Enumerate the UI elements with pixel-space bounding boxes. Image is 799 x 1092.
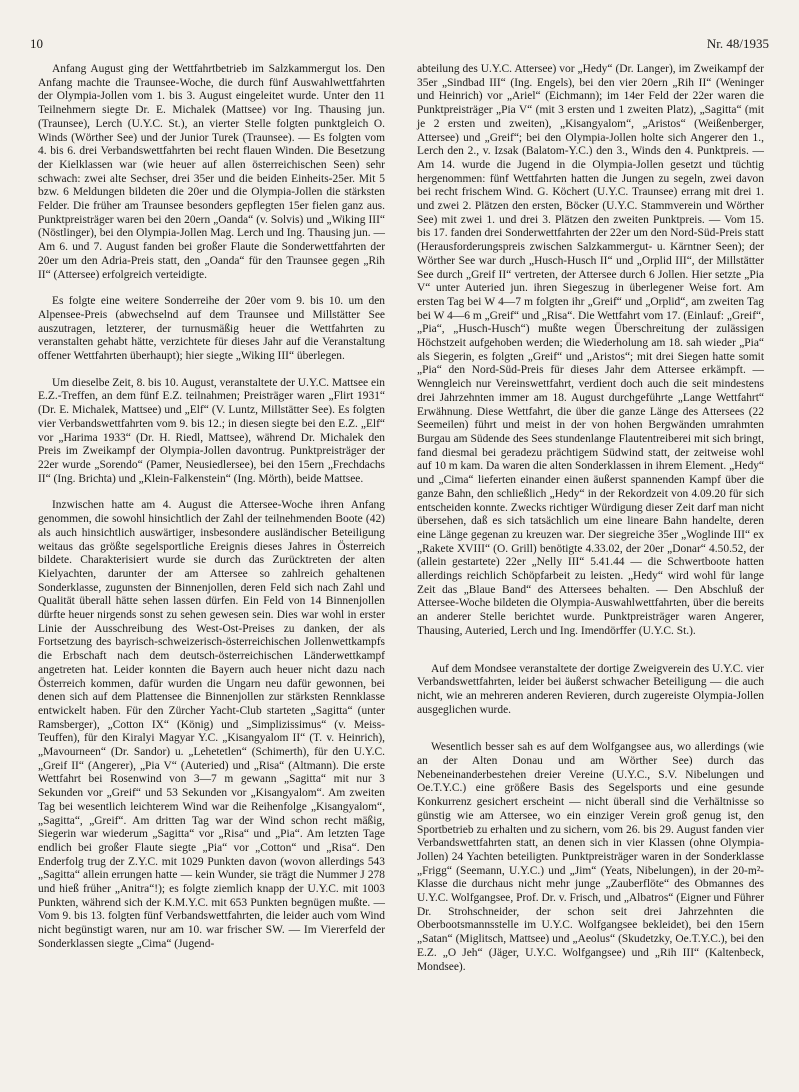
paragraph-mattsee: Um dieselbe Zeit, 8. bis 10. August, veranstaltete der U.Y.C. Mattsee ein E.Z.-Treffen, an dem fünf E.Z. teilnahmen; Preisträger waren „Flirt 1931“ (Dr. E. Michalek, Mattsee) und „Elf“ (V. Luntz, Millstätter See). Es folgten vier Verbandswettfahrten vom 9. bis 12.; in diesen siegte bei den E.Z. „Elf“ vor „Harima 1933“ (Dr. H. Riedl, Mattsee), während Dr. Michalek den Preis im Zweikampf der Olympia-Jollen davontrug. Punktpreisträger der 22er wurde „Sorendo“ (Pamer, Neusiedlersee), bei den 15ern „Frechdachs II“ (Ing. Brichta) und „Klein-Falkenstein“ (Ing. Mörth), beide Mattsee. <box>38 376 385 485</box>
issue-number: Nr. 48/1935 <box>706 36 769 51</box>
paragraph-attersee-continued: abteilung des U.Y.C. Attersee) vor „Hedy“ (Dr. Langer), im Zweikampf der 35er „Sindbad III“ (Ing. Engels), bei den vier 20ern „Rih II“ (Weninger und Heinrich) vor „Ariel“ (Eichmann); im 14er Feld der 22er waren die Punktpreisträger „Pia V“ (mit 3 ersten und 1 zweiten Platz), „Sagitta“ (mit je 2 ersten und zweiten), „Kisangyalom“, „Aristos“ (Weißenberger, Attersee) und „Greif“; bei den Olympia-Jollen holte sich Angerer den 1., Lerch den 2., v. Izsak (Balatom-Y.C.) den 3., Winds den 4. Punktpreis. — Am 14. wurde die Jugend in die Olympia-Jollen gesetzt und tüchtig hergenommen: fünf Wettfahrten hatten die Jungen zu segeln, zwei davon bei recht frischem Wind. G. Köchert (U.Y.C. Traunsee) errang mit drei 1. und zwei 2. Plätzen den ersten, Böcker (U.Y.C. Stammverein und Wörther See) mit zwei 1. und drei 3. Plätzen den zweiten Punktpreis. — Vom 15. bis 17. fanden drei Sonderwettfahrten der 22er um den Nord-Süd-Preis statt (Herausforderungspreis zwischen Salzkammergut- u. Kärntner Seen); der Wörther See war durch „Husch-Husch II“ und „Orplid III“, der Millstätter See durch „Greif II“ vertreten, der Attersee durch 6 Jollen. Hier setzte „Pia V“ unter Auteried jun. ihren Siegeszug in überlegener Weise fort. Am ersten Tag bei W 4—7 m folgten ihr „Greif“ und „Orplid“, am zweiten Tag bei W 4—6 m „Greif“ und „Risa“. Die Wettfahrt vom 17. (Einlauf: „Greif“, „Pia“, „Husch-Husch“) mußte wegen Überschreitung der zulässigen Höchstzeit aufgehoben werden; die Wiederholung am 18. sah wieder „Pia“ als Siegerin, es folgten „Greif“ und „Aristos“; mit drei Siegen hatte somit „Pia“ den Nord-Süd-Preis für dieses Jahr dem Attersee erkämpft. — Wenngleich nur Vereinswettfahrt, verdient doch auch die seit mindestens drei Jahrzehnten immer am 18. August durchgeführte „Lange Wettfahrt“ Erwähnung. Diese Wettfahrt, die über die ganze Länge des Attersees (22 Seemeilen) führt und meist in der von hohen Bergwänden umrahmten Burgau am Südende des Sees stundenlange Flautentreiberei mit sich bringt, fand diesmal bei geradezu prächtigem Südwind statt, der zeitweise wohl auf 10 m kam. Da waren die alten Sonderklassen in ihrem Element. „Hedy“ und „Cima“ lieferten einander einen äußerst spannenden Kampf über die ganze Bahn, den schließlich „Hedy“ in der Rekordzeit von 4.09.20 für sich entscheiden konnte. Zwecks richtiger Würdigung dieser Zeit darf man nicht übersehen, daß es sich tatsächlich um eine lineare Bahn handelte, deren eine Länge gegenan zu kreuzen war. Der siegreiche 35er „Woglinde III“ ex „Rakete XVIII“ (O. Grill) benötigte 4.33.02, der 20er „Donar“ 4.50.52, der (allein gestartete) 22er „Nelly III“ 5.41.44 — die Schwertboote hatten allerdings reichlich Schöpfarbeit zu leisten. „Hedy“ wird wohl für lange Zeit das „Blaue Band“ des Attersees behalten. — Den Abschluß der Attersee-Woche bildeten die Olympia-Auswahlwettfahrten, über die bereits an anderer Stelle berichtet wurde. Punktpreisträger waren Angerer, Thausing, Auteried, Lerch und Ing. Imendörffer (U.Y.C. St.). <box>417 63 764 637</box>
paragraph-alpensee-prize: Es folgte eine weitere Sonderreihe der 20er vom 9. bis 10. um den Alpensee-Preis (abwechselnd auf dem Traunsee und Millstätter See auszutragen, letzterer, der turnusmäßig heuer die Wettfahrten zu veranstalten gehabt hätte, verzichtete für dieses Jahr auf die Veranstaltung offener Wettfahrten überhaupt); hier siegte „Wiking III“ überlegen. <box>38 295 385 363</box>
paragraph-traunsee-week: Anfang August ging der Wettfahrtbetrieb im Salzkammergut los. Den Anfang machte die Traunsee-Woche, die durch fünf Auswahlwettfahrten der Olympia-Jollen vom 1. bis 3. August eingeleitet wurde. Unter den 11 Teilnehmern siegte Dr. E. Michalek (Mattsee) vor Ing. Thausing jun. (Traunsee), Lerch (U.Y.C. St.), an vierter Stelle folgten punktgleich O. Winds (Wörther See) und der Junior Turek (Traunsee). — Es folgten vom 4. bis 6. drei Verbandswettfahrten bei recht flauen Winden. Die Besetzung der Kielklassen war (wie heuer auf allen österreichischen Seen) sehr schwach: zwei alte Sechser, drei 35er und die beiden Einheits-25er. Mit 5 bzw. 6 Meldungen bildeten die 20er und die Olympia-Jollen die stärksten Felder. Die früher am Traunsee besonders gepflegten 15er fielen ganz aus. Punktpreisträger waren bei den 20ern „Oanda“ (v. Solvis) und „Wiking III“ (Nöstlinger), bei den Olympia-Jollen Mag. Lerch und Ing. Thausing jun. — Am 6. und 7. August fanden bei großer Flaute die Sonderwettfahrten der 20er um den Adria-Preis statt, den „Oanda“ für den Traunsee gegen „Rih II“ (Attersee) erfolgreich verteidigte. <box>38 63 385 281</box>
paragraph-wolfgangsee: Wesentlich besser sah es auf dem Wolfgangsee aus, wo allerdings (wie an der Alten Donau und am Wörther See) durch das Nebeneinanderbestehen dreier Vereine (U.Y.C., S.V. Nibelungen und Oe.T.Y.C.) eine größere Basis des Segelsports und eine gesunde Konkurrenz gesichert erscheint — nicht überall sind die Verhältnisse so günstig wie am Attersee, wo ein einziger Verein groß genug ist, den Sportbetrieb zu erhalten und zu sichern, vom 26. bis 29. August fanden vier Verbandswettfahrten statt, an denen sich in vier Klassen (ohne Olympia-Jollen) 24 Yachten beteiligten. Punktpreisträger waren in der Sonderklasse „Frigg“ (Seemann, U.Y.C.) und „Jim“ (Yeats, Nibelungen), in der 20-m²-Klasse die durchaus nicht mehr junge „Zauberflöte“ des Obmannes des U.Y.C. Wolfgangsee, Prof. Dr. v. Frisch, und „Albatros“ (Eigner und Führer Dr. Strohschneider, der schon seit drei Jahrzehnten die Oberbootsmannsstelle im U.Y.C. Wolfgangsee bekleidet), bei den 15ern „Satan“ (Miglitsch, Mattsee) und „Aeolus“ (Skudetzky, Oe.T.Y.C.), bei den E.Z. „O Jeh“ (Jäger, U.Y.C. Wolfgangsee) und „Rih III“ (Kaltenbeck, Mondsee). <box>417 741 764 973</box>
paragraph-attersee-week: Inzwischen hatte am 4. August die Attersee-Woche ihren Anfang genommen, die sowohl hinsichtlich der Zahl der teilnehmenden Boote (42) als auch hinsichtlich auswärtiger, insbesondere ausländischer Beteiligung weitaus das größte segelsportliche Ereignis dieses Jahres in Österreich bildete. Charakterisiert wurde sie durch das Zurücktreten der alten Kielyachten, darunter der am Attersee so zahlreich gehaltenen Sonderklasse, zugunsten der Binnenjollen, deren Feld sich nach Zahl und Qualität überall hätte sehen lassen dürfen. Ein Feld von 14 Binnenjollen dürfte heuer nirgends sonst zu sehen gewesen sein. Dies war wohl in erster Linie der Ausschreibung des West-Ost-Preises zu danken, der als Fortsetzung des bayrisch-schweizerisch-österreichischen Jollenwettkampfs die Erbschaft nach dem deutsch-österreichischen Länderwettkampf angetreten hat. Leider konnten die Bayern auch heuer nicht dazu nach Österreich kommen, dafür wurden die Ungarn neu dafür gewonnen, bei denen sich auf dem Plattensee die Binnenjollen zur stärksten Rennklasse entwickelt haben. Für den Zürcher Yacht-Club starteten „Sagitta“ (unter Ramsberger), „Cotton IX“ (König) und „Simplizissimus“ (v. Meiss-Teuffen), für den Kiralyi Magyar Y.C. „Kisangyalom II“ (T. v. Heinrich), „Mavourneen“ (Dr. Sandor) u. „Lehetetlen“ (Schimerth), für den U.Y.C. „Greif II“ (Angerer), „Pia V“ (Auteried) und „Risa“ (Altmann). Die erste Wettfahrt bei Rosenwind von 3—7 m gewann „Sagitta“ mit nur 3 Sekunden vor „Greif“ und 53 Sekunden vor „Kisangyalom“. Am zweiten Tag bei wesentlich leichterem Wind war die Reihenfolge „Kisangyalom“, „Sagitta“, „Greif“. Am dritten Tag war der Wind schon recht mäßig, Siegerin war wiederum „Sagitta“ vor „Risa“ und „Pia“. Am letzten Tage endlich bei großer Flaute siegte „Pia“ vor „Cotton“ und „Risa“. Den Enderfolg trug der Z.Y.C. mit 1029 Punkten davon (wovon allerdings 543 „Sagitta“ allein errungen hatte — kein Wunder, sie trägt die Nummer J 278 und hieß früher „Anitra“!); es folgte ziemlich knapp der U.Y.C. mit 1003 Punkten, während sich der K.M.Y.C. mit 653 Punkten begnügen mußte. — Vom 9. bis 13. folgten fünf Verbandswettfahrten, die leider auch vom Wind nicht begünstigt waren, nur am 10. war frischer SW. — Im Viererfeld der Sonderklassen siegte „Cima“ (Jugend- <box>38 499 385 950</box>
paragraph-mondsee: Auf dem Mondsee veranstaltete der dortige Zweigverein des U.Y.C. vier Verbandswettfahrten, leider bei äußerst schwacher Beteiligung — die auch nicht, wie an mehreren anderen Revieren, durch zugereiste Olympia-Jollen ausgeglichen wurde. <box>417 662 764 716</box>
page-number: 10 <box>30 36 43 51</box>
right-column <box>417 63 764 974</box>
left-column <box>38 63 385 952</box>
